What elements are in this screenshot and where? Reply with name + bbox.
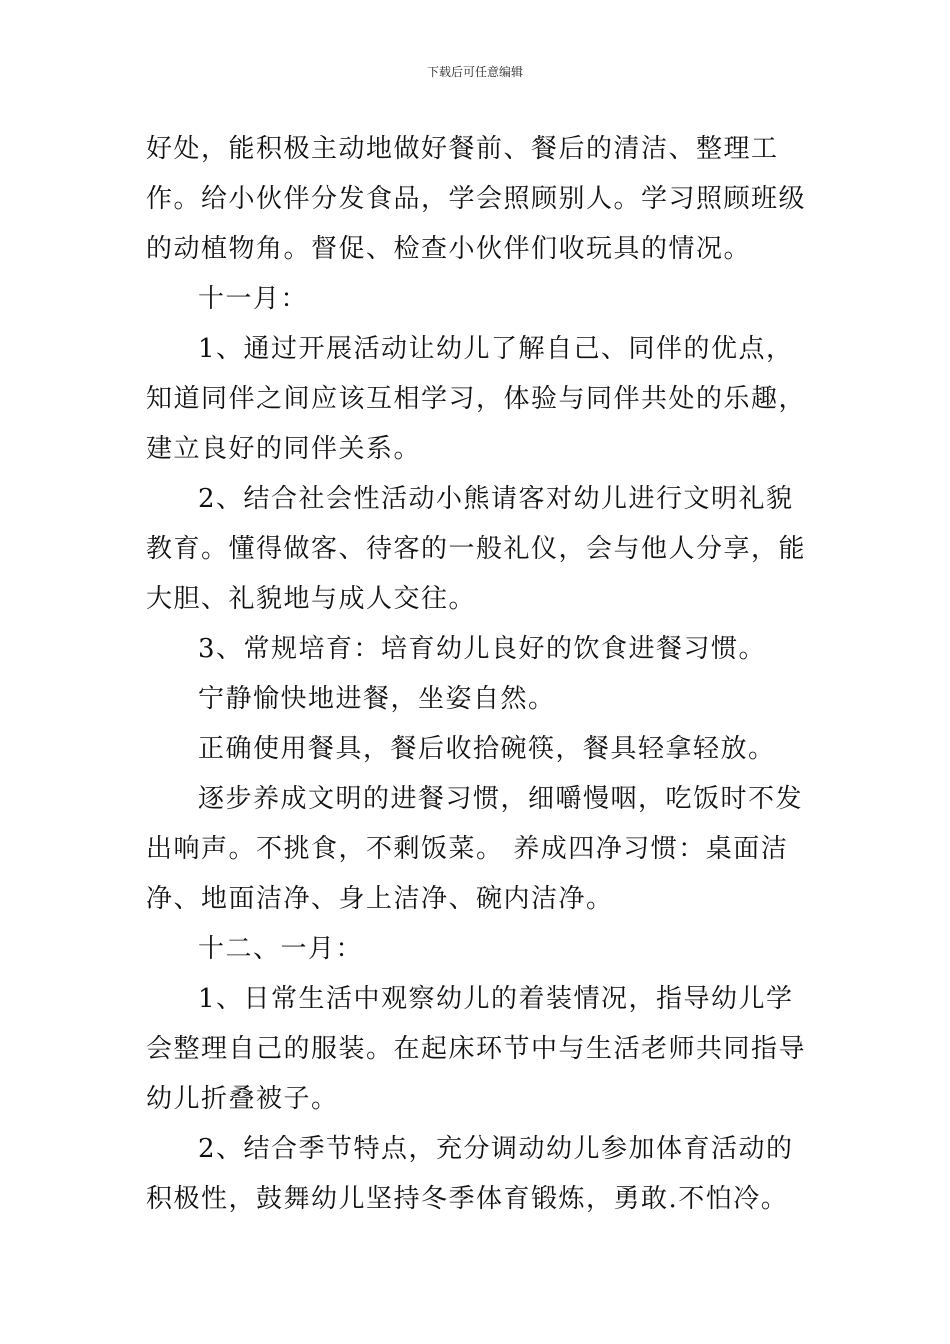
- paragraph: 宁静愉快地进餐，坐姿自然。: [198, 684, 556, 714]
- paragraph: 1、通过开展活动让幼儿了解自己、同伴的优点，知道同伴之间应该互相学习，体验与同伴共处的乐趣，建立良好的同伴关系。: [146, 334, 807, 464]
- paragraph: 1、日常生活中观察幼儿的着装情况，指导幼儿学会整理自己的服装。在起床环节中与生活老师共同指导幼儿折叠被子。: [146, 984, 807, 1114]
- paragraph: 正确使用餐具，餐后收拾碗筷，餐具轻拿轻放。: [198, 734, 776, 764]
- paragraph: 2、结合社会性活动小熊请客对幼儿进行文明礼貌教育。懂得做客、待客的一般礼仪，会与他人分享，能大胆、礼貌地与成人交往。: [146, 484, 807, 614]
- section-heading-november: 十一月：: [198, 284, 309, 314]
- document-body: [146, 124, 811, 1224]
- paragraph: 2、结合季节特点，充分调动幼儿参加体育活动的积极性，鼓舞幼儿坚持冬季体育锻炼，勇敢.不怕冷。: [146, 1134, 794, 1214]
- page-header: 下载后可任意编辑: [426, 65, 523, 79]
- paragraph: 逐步养成文明的进餐习惯，细嚼慢咽，吃饭时不发出响声。不挑食，不剩饭菜。 养成四净习惯：桌面洁净、地面洁净、身上洁净、碗内洁净。: [146, 784, 804, 914]
- paragraph: 3、常规培育：培育幼儿良好的饮食进餐习惯。: [198, 634, 767, 664]
- paragraph: 好处，能积极主动地做好餐前、餐后的清洁、整理工作。给小伙伴分发食品，学会照顾别人。学习照顾班级的动植物角。督促、检查小伙伴们收玩具的情况。: [146, 134, 807, 264]
- section-heading-december-january: 十二、一月：: [198, 934, 364, 964]
